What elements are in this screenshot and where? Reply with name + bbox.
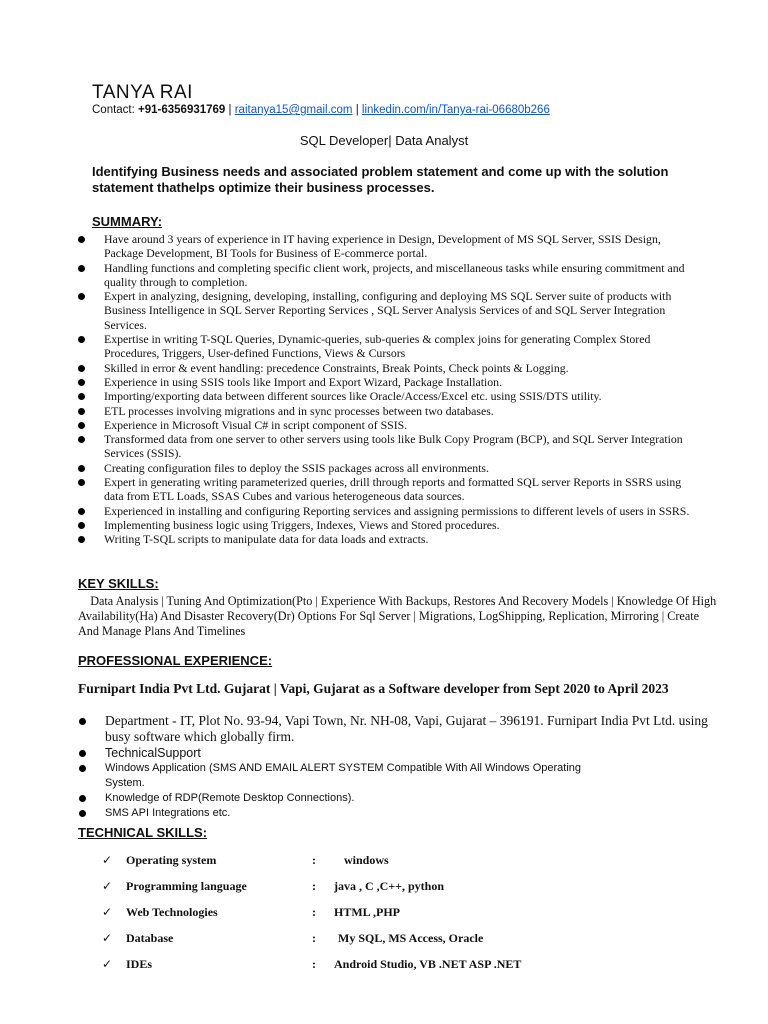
checkmark-icon: ✓: [102, 956, 113, 971]
contact-line: [92, 104, 550, 116]
summary-item-text: Expert in analyzing, designing, developing, installing, configuring and deploying MS SQL Server suite of products with Business Intelligence in SQL Server Reporting Services , SQL Server Analysis Services of and SQL Server Integration Services.: [104, 289, 672, 332]
experience-item-text: Department - IT, Plot No. 93-94, Vapi Town, Nr. NH-08, Vapi, Gujarat – 396191. Furnipart India Pvt Ltd. using busy software which globally firm.: [105, 713, 708, 744]
tech-skill-colon: :: [312, 956, 316, 971]
tech-skill-row: [100, 873, 521, 899]
summary-item-text: Expert in generating writing parameterized queries, drill through reports and formatted SQL server Reports in SSRS using data from ETL Loads, SSAS Cubes and various heterogeneous data sources.: [104, 475, 682, 504]
bullet-icon: [79, 795, 86, 802]
summary-item: [78, 518, 698, 532]
summary-item-text: Importing/exporting data between different sources like Oracle/Access/Excel etc. using SSIS/DTS utility.: [104, 389, 602, 404]
experience-item: [78, 713, 718, 745]
objective-statement: Identifying Business needs and associated problem statement and come up with the solution statement thathelps optimize their business processes.: [92, 164, 669, 195]
technical-skills-table: [100, 847, 521, 977]
bullet-icon: [78, 508, 85, 515]
summary-item: [78, 361, 698, 375]
bullet-icon: [78, 265, 85, 272]
bullet-icon: [79, 718, 86, 725]
key-skills-content: Data Analysis | Tuning And Optimization(Pto | Experience With Backups, Restores And Recovery Models | Knowledge Of High Availability(Ha) And Disaster Recovery(Dr) Options For Sql Server | Migrations, LogShipping, Replication, Mirroring | Create And Manage Plans And Timelines: [78, 594, 717, 638]
summary-item-text: Experience in using SSIS tools like Import and Export Wizard, Package Installation.: [104, 374, 503, 389]
bullet-icon: [78, 236, 85, 243]
bullet-icon: [78, 408, 85, 415]
tech-skill-row: [100, 847, 521, 873]
summary-item: [78, 375, 698, 389]
tech-skill-label: IDEs: [126, 956, 153, 971]
tech-skill-colon: :: [312, 930, 316, 945]
summary-item: [78, 475, 698, 504]
summary-item: [78, 532, 698, 546]
tech-skill-value: My SQL, MS Access, Oracle: [338, 930, 484, 945]
summary-item-text: Creating configuration files to deploy the SSIS packages across all environments.: [104, 460, 489, 475]
summary-item: [78, 404, 698, 418]
checkmark-icon: ✓: [102, 904, 113, 919]
experience-item-text: SMS API Integrations etc.: [105, 807, 231, 819]
bullet-icon: [78, 479, 85, 486]
tech-skill-colon: :: [312, 878, 316, 893]
bullet-icon: [78, 379, 85, 386]
bullet-icon: [78, 436, 85, 443]
experience-item: [78, 761, 605, 791]
checkmark-icon: ✓: [102, 878, 113, 893]
experience-item: [78, 791, 718, 806]
tech-skill-colon: :: [312, 852, 316, 867]
summary-item: [78, 332, 698, 361]
summary-item-text: Implementing business logic using Triggers, Indexes, Views and Stored procedures.: [104, 517, 500, 532]
summary-heading: SUMMARY:: [92, 214, 163, 229]
tech-skill-label: Operating system: [126, 852, 217, 867]
key-skills-text: [78, 594, 718, 639]
checkmark-icon: ✓: [102, 852, 113, 867]
contact-label: Contact:: [92, 104, 139, 116]
tech-skill-value: Android Studio, VB .NET ASP .NET: [334, 956, 522, 971]
tech-skill-colon: :: [312, 904, 316, 919]
tech-skill-value: windows: [344, 852, 389, 867]
summary-item: [78, 461, 698, 475]
linkedin-link[interactable]: linkedin.com/in/Tanya-rai-06680b266: [361, 104, 550, 116]
summary-item: [78, 389, 698, 403]
summary-item: [78, 232, 698, 261]
summary-item-text: Experience in Microsoft Visual C# in script component of SSIS.: [104, 417, 408, 432]
tech-skill-row: [100, 925, 521, 951]
summary-item-text: Expertise in writing T-SQL Queries, Dynamic-queries, sub-queries & complex joins for generating Complex Stored Procedures, Triggers, User-defined Functions, Views & Cursors: [104, 332, 651, 361]
tech-skill-label: Web Technologies: [126, 904, 218, 919]
experience-item-text: TechnicalSupport: [105, 746, 201, 760]
phone-number: +91-6356931769: [138, 104, 226, 116]
experience-item: [78, 745, 718, 761]
summary-item: [78, 418, 698, 432]
tech-skill-row: [100, 951, 521, 977]
summary-item-text: Transformed data from one server to other servers using tools like Bulk Copy Program (BCP), and SQL Server Integration Services (SSIS).: [104, 432, 683, 461]
summary-item: [78, 289, 698, 332]
bullet-icon: [78, 293, 85, 300]
separator: |: [352, 104, 362, 116]
bullet-icon: [78, 536, 85, 543]
email-link[interactable]: raitanya15@gmail.com: [234, 104, 353, 116]
tech-skill-label: Programming language: [126, 878, 247, 893]
summary-item-text: Experienced in installing and configuring Reporting services and assigning permissions to different levels of users in SSRS.: [104, 503, 690, 518]
experience-item-text: Knowledge of RDP(Remote Desktop Connections).: [105, 792, 355, 804]
summary-item-text: Have around 3 years of experience in IT having experience in Design, Development of MS SQL Server, SSIS Design, Package Development, BI Tools for Business of E-commerce portal.: [104, 232, 661, 261]
summary-item-text: Handling functions and completing specific client work, projects, and miscellaneous tasks while ensuring commitment and quality through to completion.: [104, 260, 685, 289]
summary-item-text: Skilled in error & event handling: precedence Constraints, Break Points, Check points & Logging.: [104, 360, 569, 375]
technical-skills-heading: TECHNICAL SKILLS:: [78, 825, 208, 840]
job-role: SQL Developer| Data Analyst: [299, 133, 469, 148]
bullet-icon: [78, 522, 85, 529]
bullet-icon: [79, 810, 86, 817]
experience-list: [78, 713, 718, 820]
bullet-icon: [79, 750, 86, 757]
separator: |: [225, 104, 235, 116]
summary-item: [78, 432, 698, 461]
experience-item-text: Windows Application (SMS AND EMAIL ALERT SYSTEM Compatible With All Windows Operating System.: [105, 762, 582, 789]
checkmark-icon: ✓: [102, 930, 113, 945]
bullet-icon: [78, 365, 85, 372]
bullet-icon: [79, 765, 86, 772]
tech-skill-value: HTML ,PHP: [334, 904, 400, 919]
bullet-icon: [78, 336, 85, 343]
tech-skill-row: [100, 899, 521, 925]
summary-item-text: Writing T-SQL scripts to manipulate data for data loads and extracts.: [104, 532, 429, 547]
bullet-icon: [78, 465, 85, 472]
bullet-icon: [78, 393, 85, 400]
candidate-name: TANYA RAI: [92, 82, 193, 103]
summary-list: [78, 232, 698, 547]
tech-skill-value: java , C ,C++, python: [334, 878, 445, 893]
key-skills-heading: KEY SKILLS:: [78, 576, 159, 591]
experience-heading: PROFESSIONAL EXPERIENCE:: [78, 653, 273, 668]
summary-item-text: ETL processes involving migrations and in sync processes between two databases.: [104, 403, 494, 418]
summary-item: [78, 261, 698, 290]
summary-item: [78, 504, 698, 518]
tech-skill-label: Database: [126, 930, 174, 945]
company-line: Furnipart India Pvt Ltd. Gujarat | Vapi, Gujarat as a Software developer from Sept 2020 to April 2023: [78, 681, 669, 696]
experience-item: [78, 806, 718, 820]
bullet-icon: [78, 422, 85, 429]
